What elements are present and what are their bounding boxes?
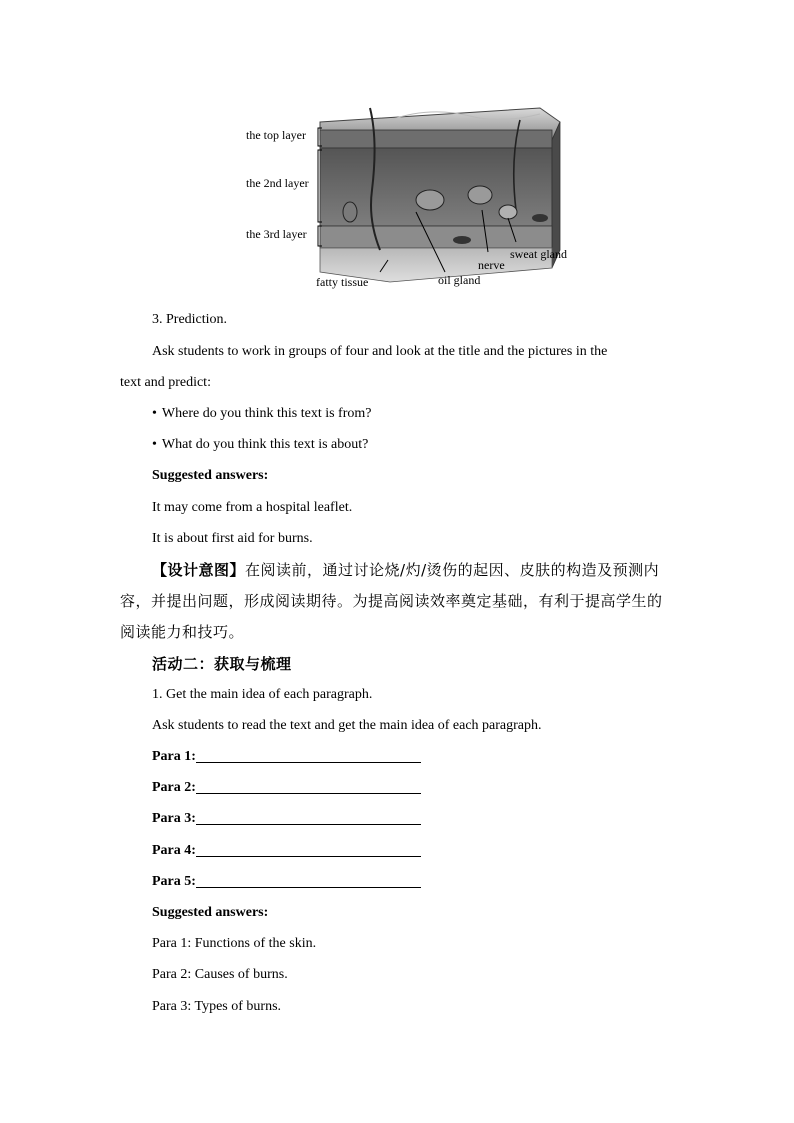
prediction-question-text: Where do you think this text is from? [161, 406, 372, 421]
prediction-question [152, 405, 371, 423]
para-label: Para 4: [152, 843, 196, 858]
label-sweat-gland: sweat gland [510, 247, 567, 261]
para-label: Para 2: [152, 780, 196, 795]
activity2-answer: Para 3: Types of burns. [152, 999, 282, 1014]
prediction-answer: It may come from a hospital leaflet. [152, 500, 353, 515]
prediction-instruction-line-1: Ask students to work in groups of four and look at the title and the pictures in the [152, 344, 608, 359]
para-label: Para 1: [152, 749, 196, 764]
para-blank-row [152, 842, 421, 860]
activity2-instruction: Ask students to read the text and get the main idea of each paragraph. [152, 718, 542, 733]
bullet: • [152, 437, 157, 452]
bullet: • [152, 406, 157, 421]
para-blank-row [152, 810, 421, 828]
label-oil-gland: oil gland [438, 273, 481, 287]
activity2-answers-heading: Suggested answers: [152, 905, 269, 920]
design-intent-tag: 【设计意图】 [152, 561, 246, 579]
prediction-question [152, 436, 368, 454]
prediction-question-text: What do you think this text is about? [161, 437, 369, 452]
design-intent-line-3: 阅读能力和技巧。 [120, 623, 245, 641]
prediction-instruction-line-2: text and predict: [120, 375, 211, 390]
prediction-heading: 3. Prediction. [152, 312, 228, 327]
para-label: Para 3: [152, 811, 196, 826]
answer-blank-line [196, 873, 421, 888]
activity2-answer: Para 2: Causes of burns. [152, 967, 288, 982]
activity2-step-1: 1. Get the main idea of each paragraph. [152, 687, 373, 702]
answer-blank-line [196, 810, 421, 825]
para-blank-row [152, 779, 421, 797]
activity2-heading: 活动二：获取与梳理 [152, 655, 292, 673]
prediction-answers-heading: Suggested answers: [152, 468, 269, 483]
activity2-answer: Para 1: Functions of the skin. [152, 936, 317, 951]
label-third-layer: the 3rd layer [246, 227, 307, 241]
skin-diagram [240, 100, 580, 300]
para-label: Para 5: [152, 874, 196, 889]
para-blank-row [152, 873, 421, 891]
para-blank-row [152, 748, 421, 766]
label-second-layer: the 2nd layer [246, 176, 309, 190]
answer-blank-line [196, 842, 421, 857]
prediction-answer: It is about first aid for burns. [152, 531, 313, 546]
label-nerve: nerve [478, 258, 505, 272]
design-intent-text: 在阅读前，通过讨论烧/灼/烫伤的起因、皮肤的构造及预测内 [245, 561, 660, 579]
answer-blank-line [196, 779, 421, 794]
label-fatty-tissue: fatty tissue [316, 275, 369, 289]
design-intent-line-2: 容，并提出问题，形成阅读期待。为提高阅读效率奠定基础，有利于提高学生的 [120, 592, 663, 610]
design-intent-line-1 [152, 561, 659, 579]
label-top-layer: the top layer [246, 128, 306, 142]
answer-blank-line [196, 748, 421, 763]
